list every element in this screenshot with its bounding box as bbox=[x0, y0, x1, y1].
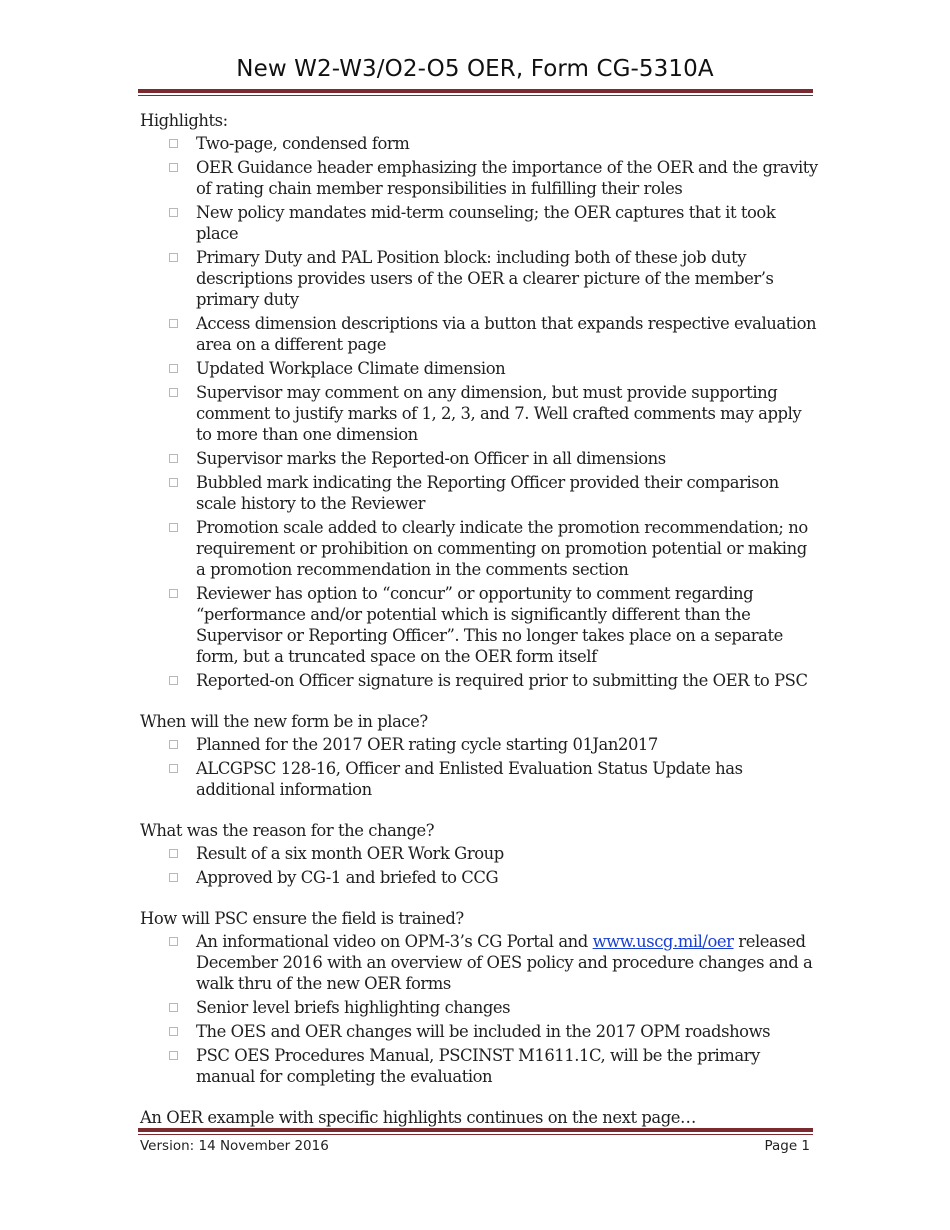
list-item bbox=[140, 758, 820, 800]
checkbox-icon bbox=[169, 478, 178, 487]
list-item-text: New policy mandates mid-term counseling; the OER captures that it took place bbox=[196, 203, 776, 243]
checkbox-icon bbox=[169, 163, 178, 172]
section-heading: When will the new form be in place? bbox=[140, 712, 428, 731]
list-item-text: Bubbled mark indicating the Reporting Officer provided their comparison scale history to the Reviewer bbox=[196, 473, 779, 513]
list-item bbox=[140, 997, 820, 1018]
closing-text: An OER example with specific highlights continues on the next page… bbox=[140, 1108, 696, 1127]
list-item bbox=[140, 202, 820, 244]
checkbox-icon bbox=[169, 1027, 178, 1036]
checkbox-icon bbox=[169, 740, 178, 749]
section-closing bbox=[140, 1107, 820, 1128]
list-item bbox=[140, 472, 820, 514]
checkbox-icon bbox=[169, 849, 178, 858]
list-item-text: The OES and OER changes will be included in the 2017 OPM roadshows bbox=[196, 1022, 771, 1041]
footer-rule bbox=[138, 1128, 813, 1135]
list-item bbox=[140, 247, 820, 310]
list-item bbox=[140, 670, 820, 691]
list-item-text: Supervisor marks the Reported-on Officer in all dimensions bbox=[196, 449, 666, 468]
checkbox-icon bbox=[169, 454, 178, 463]
list-item-text: Promotion scale added to clearly indicate the promotion recommendation; no requirement or prohibition on commenting on promotion potential or making a promotion recommendation in the comments section bbox=[196, 518, 808, 579]
list-item-text: ALCGPSC 128-16, Officer and Enlisted Evaluation Status Update has additional information bbox=[196, 759, 743, 799]
list-item bbox=[140, 734, 820, 755]
checkbox-icon bbox=[169, 1051, 178, 1060]
section-highlights bbox=[140, 110, 820, 691]
list-item-text: OER Guidance header emphasizing the importance of the OER and the gravity of rating chain member responsibilities in fulfilling their roles bbox=[196, 158, 818, 198]
checkbox-icon bbox=[169, 589, 178, 598]
list-item-text: Planned for the 2017 OER rating cycle starting 01Jan2017 bbox=[196, 735, 658, 754]
page-footer bbox=[140, 1138, 810, 1154]
list-item bbox=[140, 1021, 820, 1042]
list-item bbox=[140, 358, 820, 379]
page-number: Page 1 bbox=[764, 1138, 810, 1154]
bullet-list bbox=[140, 931, 820, 1087]
list-item-text: Supervisor may comment on any dimension, but must provide supporting comment to justify marks of 1, 2, 3, and 7. Well crafted comments may apply to more than one dimension bbox=[196, 383, 802, 444]
list-item bbox=[140, 157, 820, 199]
list-item-text: Reviewer has option to “concur” or opportunity to comment regarding “performance and/or potential which is significantly different than the Supervisor or Reporting Officer”. This no longer takes place on a separate form, but a truncated space on the OER form itself bbox=[196, 584, 783, 666]
list-item-text: Result of a six month OER Work Group bbox=[196, 844, 504, 863]
list-item bbox=[140, 313, 820, 355]
checkbox-icon bbox=[169, 319, 178, 328]
list-item-text: Primary Duty and PAL Position block: including both of these job duty descriptions provides users of the OER a clearer picture of the member’s primary duty bbox=[196, 248, 774, 309]
section-heading: What was the reason for the change? bbox=[140, 821, 435, 840]
checkbox-icon bbox=[169, 676, 178, 685]
list-item bbox=[140, 843, 820, 864]
document-body bbox=[140, 110, 820, 1128]
checkbox-icon bbox=[169, 208, 178, 217]
checkbox-icon bbox=[169, 937, 178, 946]
checkbox-icon bbox=[169, 1003, 178, 1012]
page-title: New W2-W3/O2-O5 OER, Form CG-5310A bbox=[236, 56, 714, 82]
section-heading: Highlights: bbox=[140, 111, 228, 130]
section-timeline bbox=[140, 711, 820, 800]
list-item-text: Access dimension descriptions via a button that expands respective evaluation area on a different page bbox=[196, 314, 817, 354]
list-item bbox=[140, 867, 820, 888]
bullet-list bbox=[140, 133, 820, 691]
bullet-list bbox=[140, 734, 820, 800]
list-item bbox=[140, 517, 820, 580]
list-item-text-after: released December 2016 with an overview of OES policy and procedure changes and a walk thru of the new OER forms bbox=[196, 932, 813, 993]
checkbox-icon bbox=[169, 764, 178, 773]
checkbox-icon bbox=[169, 523, 178, 532]
section-heading: How will PSC ensure the field is trained? bbox=[140, 909, 464, 928]
list-item-text-before: An informational video on OPM-3’s CG Portal and bbox=[196, 932, 593, 951]
list-item bbox=[140, 1045, 820, 1087]
checkbox-icon bbox=[169, 388, 178, 397]
list-item-text: Reported-on Officer signature is required prior to submitting the OER to PSC bbox=[196, 671, 808, 690]
bullet-list bbox=[140, 843, 820, 888]
oer-website-link[interactable]: www.uscg.mil/oer bbox=[592, 932, 734, 951]
list-item-text: PSC OES Procedures Manual, PSCINST M1611.1C, will be the primary manual for completing the evaluation bbox=[196, 1046, 760, 1086]
version-label: Version: 14 November 2016 bbox=[140, 1138, 329, 1154]
list-item-text: Two-page, condensed form bbox=[196, 134, 410, 153]
list-item bbox=[140, 931, 820, 994]
list-item bbox=[140, 382, 820, 445]
list-item bbox=[140, 133, 820, 154]
checkbox-icon bbox=[169, 139, 178, 148]
header-rule bbox=[138, 89, 813, 96]
list-item bbox=[140, 583, 820, 667]
list-item-text: Senior level briefs highlighting changes bbox=[196, 998, 511, 1017]
section-reason bbox=[140, 820, 820, 888]
list-item bbox=[140, 448, 820, 469]
section-training bbox=[140, 908, 820, 1087]
list-item-text: Approved by CG-1 and briefed to CCG bbox=[196, 868, 499, 887]
checkbox-icon bbox=[169, 873, 178, 882]
checkbox-icon bbox=[169, 364, 178, 373]
checkbox-icon bbox=[169, 253, 178, 262]
list-item-text: Updated Workplace Climate dimension bbox=[196, 359, 506, 378]
